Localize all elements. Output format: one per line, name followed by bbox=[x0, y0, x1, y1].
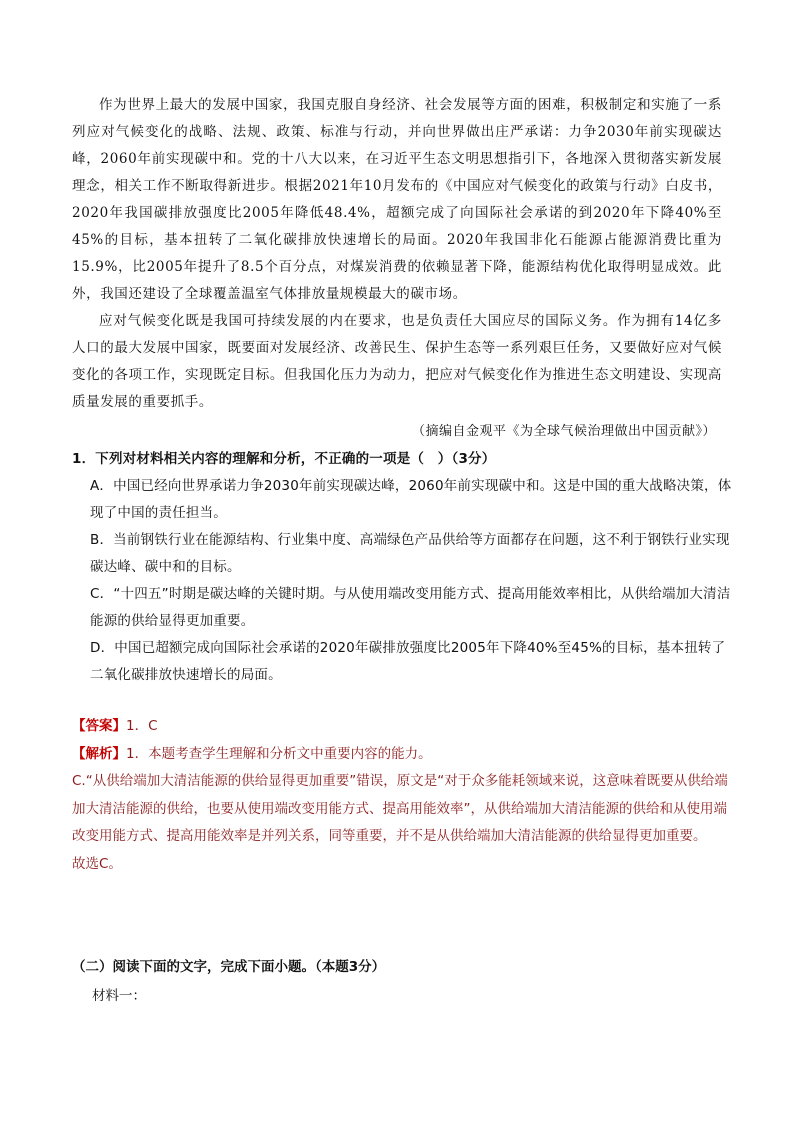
passage-paragraph-1: 作为世界上最大的发展中国家，我国克服自身经济、社会发展等方面的困难，积极制定和实施了一系列应对气候变化的战略、法规、政策、标准与行动，并向世界做出庄严承诺：力争2030年前实现碳达峰，2060年前实现碳中和。党的十八大以来，在习近平生态文明思想指引下，各地深入贯彻落实新发展理念，相关工作不断取得新进步。根据2021年10月发布的《中国应对气候变化的政策与行动》白皮书，2020年我国碳排放强度比2005年降低48.4%，超额完成了向国际社会承诺的到2020年下降40%至45%的目标，基本扭转了二氧化碳排放快速增长的局面。2020年我国非化石能源占能源消费比重为15.9%，比2005年提升了8.5个百分点，对煤炭消费的依赖显著下降，能源结构优化取得明显成效。此外，我国还建设了全球覆盖温室气体排放量规模最大的碳市场。 bbox=[72, 97, 722, 302]
analysis-conclusion: 故选C。 bbox=[72, 855, 122, 872]
passage-source: （摘编自金观平《为全球气候治理做出中国贡献》） bbox=[411, 424, 716, 439]
answer-value: 1．C bbox=[126, 718, 158, 734]
answer-line bbox=[72, 713, 732, 741]
analysis-label: 【解析】 bbox=[72, 745, 126, 762]
analysis-line bbox=[72, 741, 732, 769]
option-c: C．“十四五”时期是碳达峰的关键时期。与从使用端改变用能方式、提高用能效率相比，从供给端加大清洁能源的供给显得更加重要。 bbox=[90, 586, 731, 629]
answer-section bbox=[72, 713, 732, 878]
question-1 bbox=[72, 446, 732, 689]
option-a: A．中国已经向世界承诺力争2030年前实现碳达峰，2060年前实现碳中和。这是中国的重大战略决策，体现了中国的责任担当。 bbox=[90, 478, 732, 521]
section-2-heading: （二）阅读下面的文字，完成下面小题。（本题3分） bbox=[72, 959, 386, 975]
option-b: B．当前钢铁行业在能源结构、行业集中度、高端绿色产品供给等方面都存在问题，这不利于钢铁行业实现碳达峰、碳中和的目标。 bbox=[90, 532, 730, 575]
analysis-intro: 1．本题考查学生理解和分析文中重要内容的能力。 bbox=[126, 745, 432, 762]
option-d: D．中国已超额完成向国际社会承诺的2020年碳排放强度比2005年下降40%至45%的目标，基本扭转了二氧化碳排放快速增长的局面。 bbox=[90, 640, 726, 683]
reading-passage bbox=[72, 92, 722, 416]
material-1-label: 材料一： bbox=[92, 988, 146, 1004]
analysis-body: C.“从供给端加大清洁能源的供给显得更加重要”错误，原文是“对于众多能耗领域来说，这意味着既要从供给端加大清洁能源的供给，也要从使用端改变用能方式、提高用能效率”，从供给端加大清洁能源的供给和从使用端改变用能方式、提高用能效率是并列关系，同等重要，并不是从供给端加大清洁能源的供给显得更加重要。 bbox=[72, 773, 728, 844]
answer-label: 【答案】 bbox=[72, 718, 126, 734]
passage-paragraph-2: 应对气候变化既是我国可持续发展的内在要求，也是负责任大国应尽的国际义务。作为拥有14亿多人口的最大发展中国家，既要面对发展经济、改善民生、保护生态等一系列艰巨任务，又要做好应对气候变化的各项工作，实现既定目标。但我国化压力为动力，把应对气候变化作为推进生态文明建设、实现高质量发展的重要抓手。 bbox=[72, 313, 722, 410]
question-stem: 1．下列对材料相关内容的理解和分析，不正确的一项是（ ）（3分） bbox=[72, 451, 496, 467]
